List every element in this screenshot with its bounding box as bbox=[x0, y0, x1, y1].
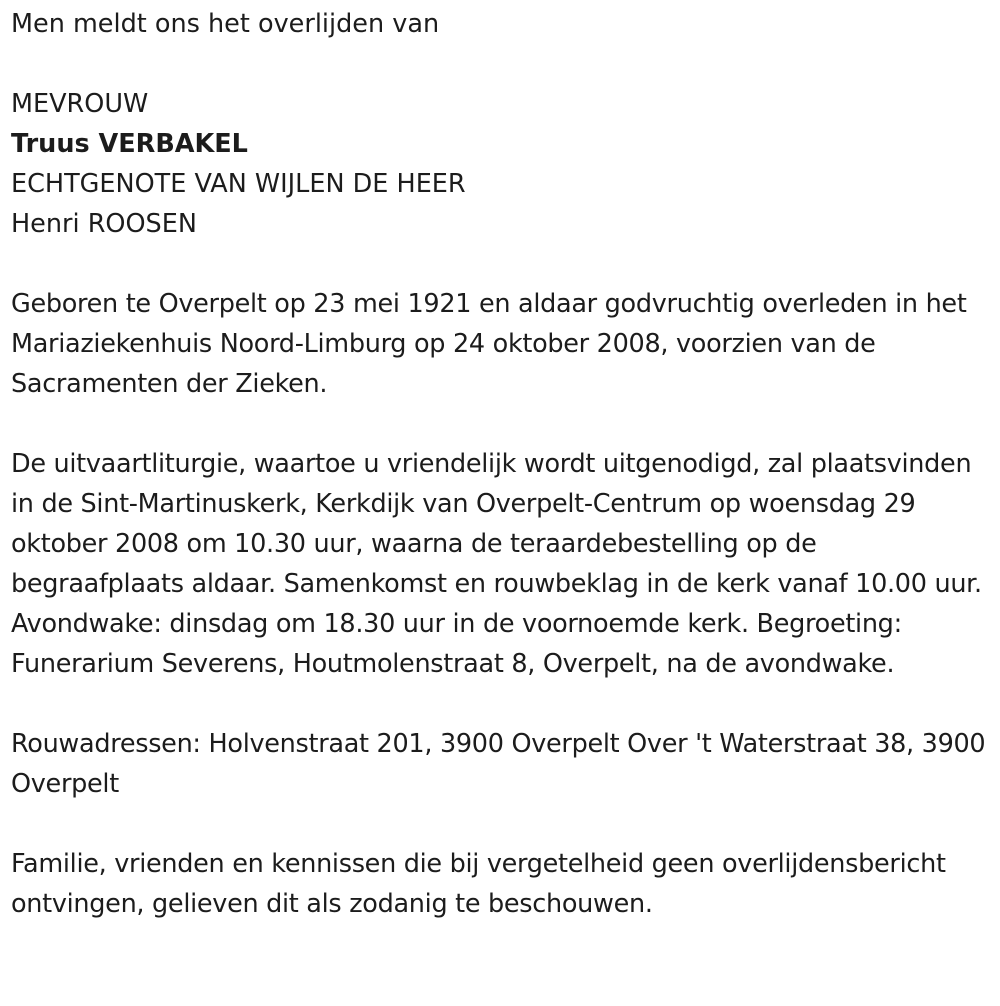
addresses-paragraph: Rouwadressen: Holvenstraat 201, 3900 Overpelt Over 't Waterstraat 38, 3900 Overpelt bbox=[11, 729, 986, 799]
death-notice bbox=[11, 4, 996, 924]
spacer bbox=[11, 44, 996, 84]
spacer bbox=[11, 804, 996, 844]
deceased-name: Truus VERBAKEL bbox=[11, 129, 248, 159]
closing-paragraph: Familie, vrienden en kennissen die bij vergetelheid geen overlijdensbericht ontvingen, gelieven dit als zodanig te beschouwen. bbox=[11, 849, 946, 919]
spacer bbox=[11, 404, 996, 444]
spacer bbox=[11, 244, 996, 284]
spouse-name: Henri ROOSEN bbox=[11, 209, 197, 239]
funeral-paragraph: De uitvaartliturgie, waartoe u vriendelijk wordt uitgenodigd, zal plaatsvinden in de Sint-Martinuskerk, Kerkdijk van Overpelt-Centrum op woensdag 29 oktober 2008 om 10.30 uur, waarna de teraardebestelling op de begraafplaats aldaar. Samenkomst en rouwbeklag in de kerk vanaf 10.00 uur. Avondwake: dinsdag om 18.30 uur in de voornoemde kerk. Begroeting: Funerarium Severens, Houtmolenstraat 8, Overpelt, na de avondwake. bbox=[11, 449, 982, 679]
relation-text: ECHTGENOTE VAN WIJLEN DE HEER bbox=[11, 169, 466, 199]
intro-text: Men meldt ons het overlijden van bbox=[11, 9, 440, 39]
birth-death-paragraph: Geboren te Overpelt op 23 mei 1921 en aldaar godvruchtig overleden in het Mariaziekenhuis Noord-Limburg op 24 oktober 2008, voorzien van de Sacramenten der Zieken. bbox=[11, 289, 967, 399]
spacer bbox=[11, 684, 996, 724]
honorific-title: MEVROUW bbox=[11, 89, 149, 119]
